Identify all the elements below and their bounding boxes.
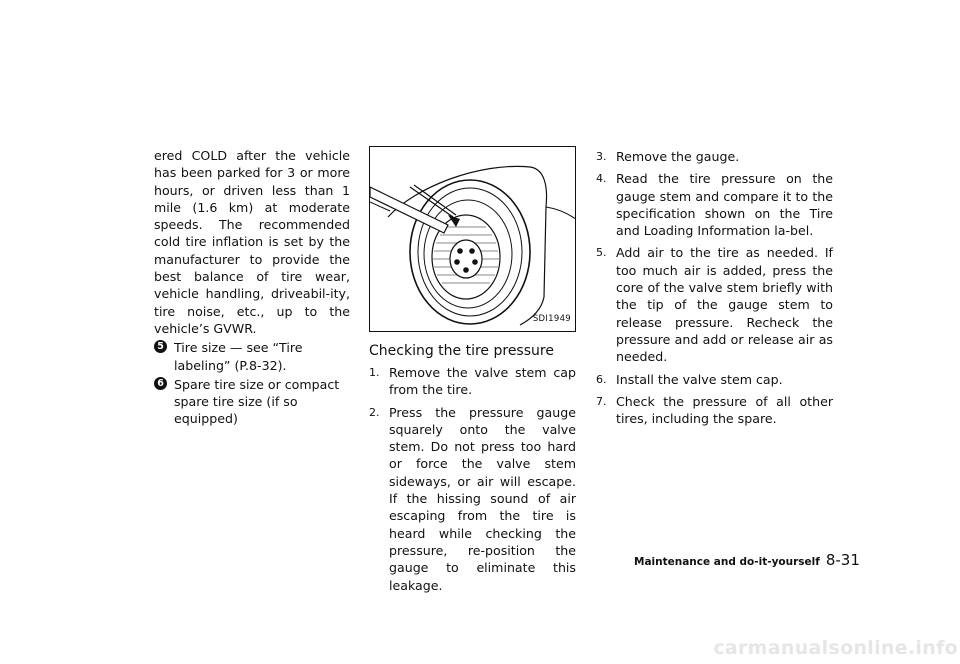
right-column (596, 148, 833, 432)
step-4 (596, 170, 833, 239)
list-item-text: Tire size — see “Tire labeling” (P.8-32). (174, 340, 303, 373)
step-text: Add air to the tire as needed. If too much air is added, press the core of the valve stem briefly with the tip of the gauge stem to release pressure. Recheck the pressure and add or release air as needed. (616, 245, 833, 365)
step-text: Check the pressure of all other tires, including the spare. (616, 393, 833, 427)
step-1 (369, 364, 576, 399)
cold-tire-paragraph: ered COLD after the vehicle has been parked for 3 or more hours, or driven less than 1 mile (1.6 km) at moderate speeds. The recommended cold tire inflation is set by the manufacturer to provide the best balance of tire wear, vehicle handling, driveabil-ity, tire noise, etc., up to the vehicle’s GVWR. (154, 148, 350, 336)
step-number: 4. (596, 172, 607, 186)
step-number: 7. (596, 394, 607, 408)
step-2 (369, 404, 576, 594)
step-text: Remove the valve stem cap from the tire. (389, 365, 576, 398)
step-text: Remove the gauge. (616, 149, 740, 164)
step-6 (596, 371, 833, 388)
list-item-text: Spare tire size or compact spare tire size (if so equipped) (174, 376, 340, 427)
middle-column (369, 146, 576, 599)
footer-section-name: Maintenance and do-it-yourself (634, 556, 820, 568)
tire-pressure-gauge-icon (370, 147, 576, 332)
watermark: carmanualsonline.info (713, 637, 958, 659)
circled-number-6: 6 (154, 377, 167, 390)
page-number: 8-31 (825, 551, 860, 569)
circled-number-5: 5 (154, 340, 167, 353)
step-text: Press the pressure gauge squarely onto the valve stem. Do not press too hard or force the valve stem sideways, or air will escape. If the hissing sound of air escaping from the tire is heard while checking the pressure, re-position the gauge to eliminate this leakage. (389, 404, 576, 593)
left-column (154, 147, 350, 428)
tire-gauge-figure (369, 146, 576, 332)
step-7 (596, 393, 833, 428)
step-text: Read the tire pressure on the gauge stem and compare it to the specification shown on the Tire and Loading Information la-bel. (616, 171, 833, 239)
step-number: 5. (596, 246, 607, 260)
list-item-tire-size (154, 339, 350, 374)
step-3 (596, 148, 833, 165)
step-5 (596, 244, 833, 365)
step-number: 2. (369, 405, 380, 419)
step-number: 6. (596, 372, 607, 386)
page-footer (634, 550, 860, 570)
section-title: Checking the tire pressure (369, 343, 554, 359)
step-number: 3. (596, 150, 607, 163)
list-item-spare-tire-size (154, 376, 350, 428)
step-number: 1. (369, 366, 380, 379)
figure-code: SDI1949 (532, 313, 571, 324)
step-text: Install the valve stem cap. (616, 371, 783, 387)
